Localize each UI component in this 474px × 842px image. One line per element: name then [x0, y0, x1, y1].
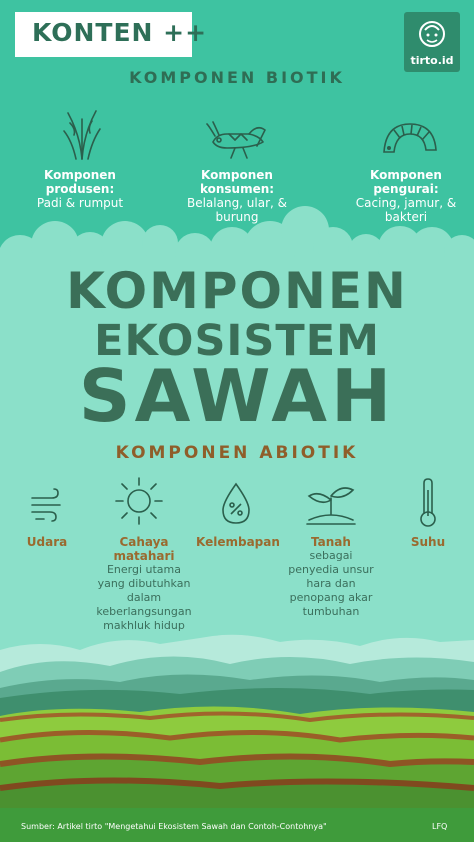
produsen-label-2: produsen:: [45, 182, 115, 196]
tanah-desc-1: sebagai: [309, 549, 353, 562]
logo-text: tirto.id: [410, 54, 454, 67]
kelembapan-label: Kelembapan: [196, 535, 280, 549]
udara-label: Udara: [26, 535, 68, 549]
biotik-title: KOMPONEN BIOTIK: [129, 68, 345, 87]
abiotik-title: KOMPONEN ABIOTIK: [115, 443, 359, 463]
cahaya-desc-4: keberlangsungan: [96, 605, 192, 618]
suhu-label: Suhu: [410, 535, 446, 549]
konsumen-label-1: Komponen: [201, 168, 273, 182]
headline-line1: KOMPONEN: [66, 262, 408, 320]
konsumen-desc-2: burung: [215, 210, 259, 224]
cahaya-desc-2: yang dibutuhkan: [97, 577, 191, 590]
konsumen-desc-1: Belalang, ular, &: [186, 196, 288, 210]
headline-line3: SAWAH: [78, 354, 396, 438]
tanah-desc-4: penopang akar: [289, 591, 373, 604]
cahaya-desc-1: Energi utama: [106, 563, 182, 576]
thermometer-icon: [418, 478, 438, 528]
headline-line2: EKOSISTEM: [94, 316, 380, 366]
produsen-desc: Padi & rumput: [36, 196, 124, 210]
sun-icon: [114, 476, 164, 526]
konten-label: KONTEN ++: [32, 18, 208, 47]
mascot-icon: [418, 18, 446, 52]
produsen-label-1: Komponen: [44, 168, 116, 182]
cahaya-desc-5: makhluk hidup: [103, 619, 185, 632]
pengurai-desc-1: Cacing, jamur, &: [355, 196, 457, 210]
tirto-logo: [404, 12, 460, 72]
grass-icon: [62, 105, 102, 160]
worm-icon: [380, 118, 440, 158]
source-text: Sumber: Artikel tirto "Mengetahui Ekosistem Sawah dan Contoh-Contohnya": [21, 822, 327, 831]
konsumen-label-2: konsumen:: [199, 182, 275, 196]
credit-text: LFQ: [432, 822, 448, 831]
cahaya-desc-3: dalam: [126, 591, 162, 604]
tanah-desc-3: hara dan: [306, 577, 356, 590]
sprout-icon: [305, 484, 357, 528]
tanah-label: Tanah: [311, 535, 351, 549]
humidity-drop-icon: [219, 482, 253, 526]
tanah-desc-5: tumbuhan: [302, 605, 360, 618]
pengurai-label-1: Komponen: [370, 168, 442, 182]
pengurai-desc-2: bakteri: [384, 210, 428, 224]
rice-terrace-illustration: [0, 620, 474, 810]
cahaya-label-2: matahari: [113, 549, 175, 563]
wind-icon: [30, 488, 64, 522]
grasshopper-icon: [205, 120, 269, 160]
tanah-desc-2: penyedia unsur: [288, 563, 374, 576]
pengurai-label-2: pengurai:: [373, 182, 439, 196]
cahaya-label-1: Cahaya: [119, 535, 169, 549]
